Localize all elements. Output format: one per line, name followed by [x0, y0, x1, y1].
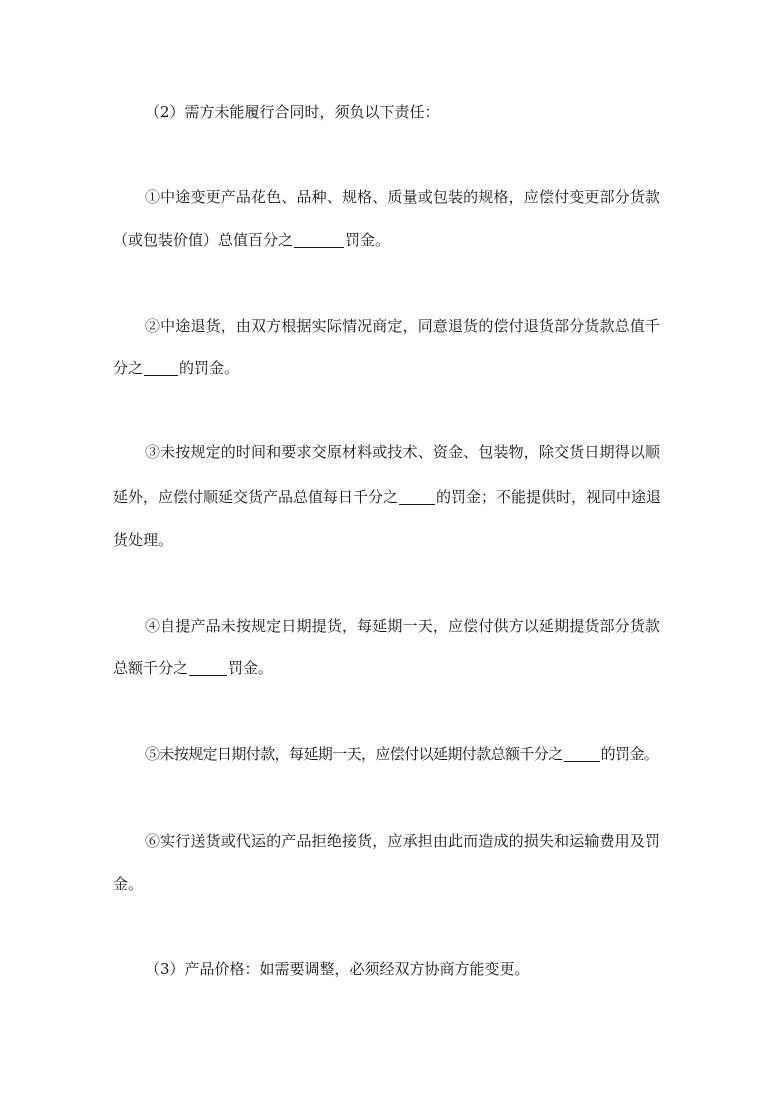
- item-3-line-1: ③未按规定的时间和要求交原材料或技术、资金、包装物，除交货日期得以顺: [145, 443, 660, 461]
- item-1-line-2-text-after: 罚金。: [345, 231, 391, 249]
- item-5-line-1-text-after: 的罚金。: [600, 745, 659, 763]
- item-3-line-2: [113, 486, 660, 508]
- item-3-line-2-text-after: 的罚金；不能提供时，视同中途退: [436, 488, 662, 506]
- section-2-heading: （2）需方未能履行合同时，须负以下责任：: [145, 103, 440, 121]
- item-6-line-1: ⑥实行送货或代运的产品拒绝接货，应承担由此而造成的损失和运输费用及罚: [145, 832, 660, 850]
- section-3-heading: （3）产品价格：如需要调整，必须经双方协商方能变更。: [145, 960, 530, 978]
- item-4-line-2-text-before: 总额千分之: [113, 659, 189, 677]
- item-1-line-2: [113, 229, 660, 251]
- item-2-line-2: [113, 357, 660, 379]
- fill-in-blank: [564, 747, 600, 762]
- item-4-line-1: ④自提产品未按规定日期提货，每延期一天，应偿付供方以延期提货部分货款: [145, 617, 660, 635]
- item-6-line-2: 金。: [113, 875, 144, 893]
- item-5-line-1: [145, 743, 660, 765]
- item-2-line-2-text-before: 分之: [113, 359, 144, 377]
- fill-in-blank: [144, 361, 178, 376]
- item-1-line-1: ①中途变更产品花色、品种、规格、质量或包装的规格，应偿付变更部分货款: [145, 188, 660, 206]
- item-3-line-2-text-before: 延外，应偿付顺延交货产品总值每日千分之: [113, 488, 399, 506]
- fill-in-blank: [294, 233, 344, 248]
- item-1-line-2-text-before: （或包装价值）总值百分之: [113, 231, 294, 249]
- item-2-line-2-text-after: 的罚金。: [179, 359, 240, 377]
- item-2-line-1: ②中途退货，由双方根据实际情况商定，同意退货的偿付退货部分货款总值千: [145, 317, 660, 335]
- item-3-line-3: 货处理。: [113, 531, 174, 549]
- item-4-line-2: [113, 657, 660, 679]
- fill-in-blank: [189, 661, 227, 676]
- item-4-line-2-text-after: 罚金。: [228, 659, 274, 677]
- item-5-line-1-text-before: ⑤未按规定日期付款，每延期一天，应偿付以延期付款总额千分之: [145, 745, 563, 763]
- fill-in-blank: [399, 490, 435, 505]
